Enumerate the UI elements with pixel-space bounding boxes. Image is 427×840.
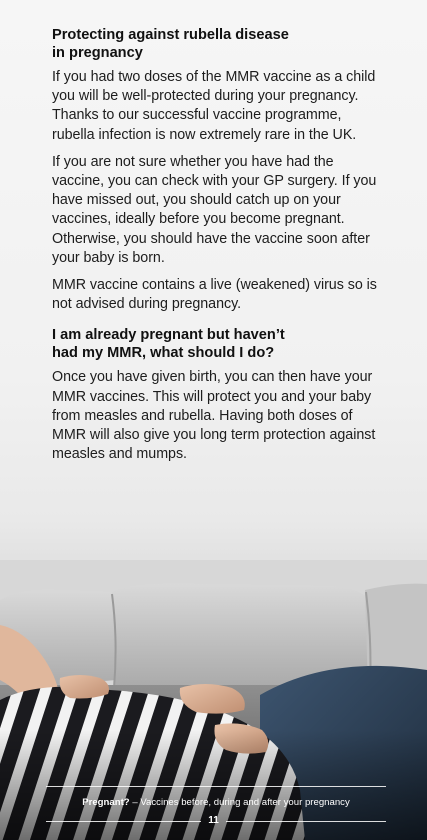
heading-line: in pregnancy bbox=[52, 45, 143, 61]
footer-title-bold: Pregnant? bbox=[82, 797, 130, 808]
footer-rule bbox=[46, 786, 386, 787]
footer-title bbox=[46, 797, 386, 808]
body-content bbox=[52, 26, 382, 472]
paragraph: Once you have given birth, you can then have your MMR vaccines. This will protect you and your baby from measles and rubella. Having both doses of MMR will also give you long term protection against measles and mumps. bbox=[52, 369, 376, 463]
paragraph: If you are not sure whether you have had the vaccine, you can check with your GP surgery. If you have missed out, you should catch up on your vaccines, ideally before you become pregnant. Otherwise, you should have the vaccine soon after your baby is born. bbox=[52, 153, 377, 266]
paragraph: If you had two doses of the MMR vaccine as a child you will be well-protected during your pregnancy. Thanks to our successful vaccine programme, rubella infection is now extremely rare in the UK. bbox=[52, 69, 376, 143]
footer-title-rest: – Vaccines before, during and after your pregnancy bbox=[129, 797, 350, 808]
heading-line: Protecting against rubella disease bbox=[52, 27, 289, 43]
heading-line: had my MMR, what should I do? bbox=[52, 345, 275, 362]
section-heading-already-pregnant bbox=[52, 326, 382, 362]
page-number: 11 bbox=[208, 815, 219, 826]
heading-line: I am already pregnant but haven’t bbox=[52, 327, 285, 344]
footer-rule bbox=[226, 821, 386, 822]
paragraph: MMR vaccine contains a live (weakened) virus so is not advised during pregnancy. bbox=[52, 277, 377, 313]
footer-rule bbox=[46, 821, 201, 822]
section-heading-rubella bbox=[52, 26, 382, 62]
